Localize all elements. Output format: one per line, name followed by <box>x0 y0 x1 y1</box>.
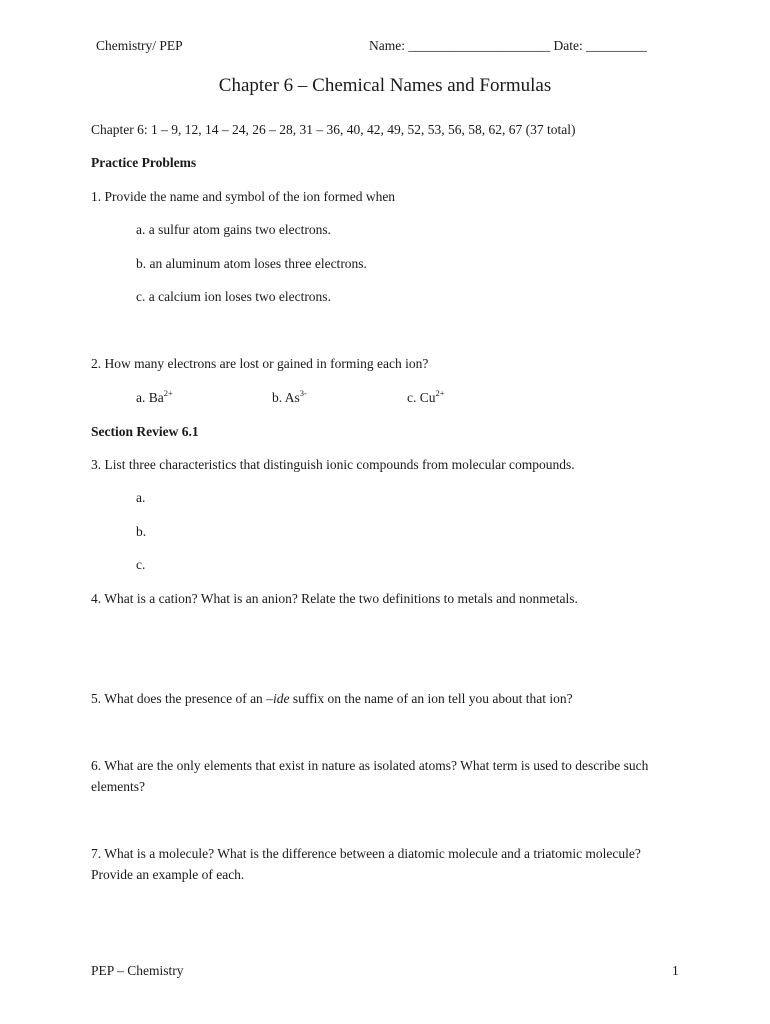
question-3: 3. List three characteristics that distinguish ionic compounds from molecular compounds. <box>91 457 575 472</box>
ion-cu: c. Cu <box>407 390 436 405</box>
page-number: 1 <box>672 963 679 978</box>
question-1a: a. a sulfur atom gains two electrons. <box>136 222 331 237</box>
question-1: 1. Provide the name and symbol of the ion formed when <box>91 189 396 204</box>
question-2: 2. How many electrons are lost or gained in forming each ion? <box>91 356 429 371</box>
question-3b: b. <box>136 524 147 539</box>
question-4: 4. What is a cation? What is an anion? Relate the two definitions to metals and nonmetals. <box>91 591 578 606</box>
question-6: 6. What are the only elements that exist in nature as isolated atoms? What term is used to describe such elements? <box>91 758 649 794</box>
ide-suffix: –ide <box>266 691 290 706</box>
assignment-line: Chapter 6: 1 – 9, 12, 14 – 24, 26 – 28, 31 – 36, 40, 42, 49, 52, 53, 56, 58, 62, 67 (37 total) <box>91 122 576 137</box>
charge-ba: 2+ <box>163 388 173 398</box>
name-label: Name: <box>369 38 409 53</box>
ion-as: b. As <box>272 390 300 405</box>
practice-heading: Practice Problems <box>91 155 197 170</box>
page-title: Chapter 6 – Chemical Names and Formulas <box>218 75 552 96</box>
date-label: Date: <box>550 38 587 53</box>
question-3c: c. <box>136 557 146 572</box>
ion-ba: a. Ba <box>136 390 164 405</box>
question-3a: a. <box>136 490 146 505</box>
header-course: Chemistry/ PEP <box>96 38 183 53</box>
question-1b: b. an aluminum atom loses three electrons. <box>136 256 367 271</box>
name-blank[interactable]: _____________________ <box>408 38 551 53</box>
question-5-text-start: 5. What does the presence of an <box>91 691 267 706</box>
question-5-text-end: suffix on the name of an ion tell you about that ion? <box>289 691 573 706</box>
charge-cu: 2+ <box>435 388 445 398</box>
question-2c <box>407 390 445 406</box>
question-5 <box>91 691 573 707</box>
question-1c: c. a calcium ion loses two electrons. <box>136 289 331 304</box>
charge-as: 3- <box>299 388 307 398</box>
header-name-date <box>369 38 647 54</box>
question-7: 7. What is a molecule? What is the difference between a diatomic molecule and a triatomic molecule? Provide an example of each. <box>91 846 641 882</box>
question-2b <box>272 390 307 406</box>
date-blank[interactable]: _________ <box>586 38 647 53</box>
footer-left: PEP – Chemistry <box>91 963 184 978</box>
question-2a <box>136 390 173 406</box>
section-review-heading: Section Review 6.1 <box>91 424 199 439</box>
